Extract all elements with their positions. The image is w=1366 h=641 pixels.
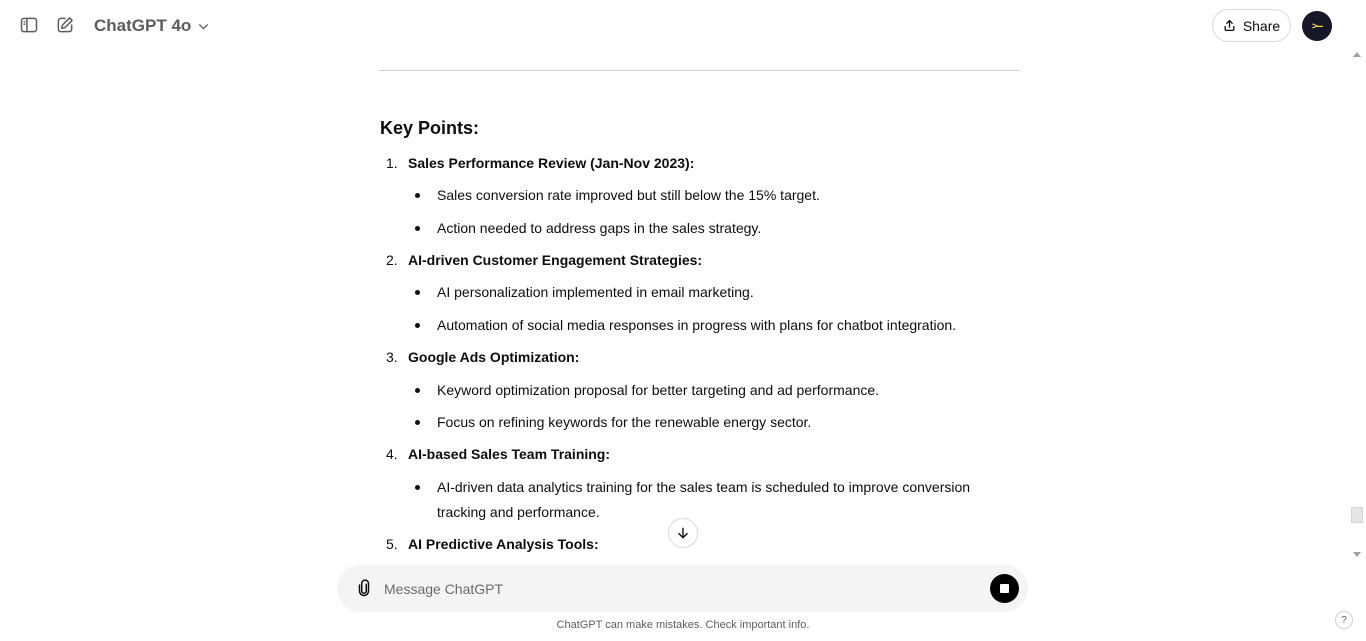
- bullet-item: [414, 183, 994, 208]
- help-label: ?: [1341, 614, 1347, 626]
- bullet-dot: [414, 410, 437, 435]
- top-bar: [0, 0, 1366, 52]
- bullet-dot: [414, 183, 437, 208]
- item-title: Sales Performance Review (Jan-Nov 2023):: [408, 155, 695, 171]
- conversation-area: [0, 52, 1366, 555]
- scroll-up-arrow-icon[interactable]: [1353, 52, 1361, 57]
- list-item: [386, 446, 610, 462]
- avatar-text: >—: [1311, 20, 1323, 32]
- share-button[interactable]: [1212, 9, 1291, 42]
- stop-generating-button[interactable]: [990, 574, 1019, 603]
- scroll-down-arrow-icon[interactable]: [1353, 552, 1361, 557]
- scroll-to-bottom-button[interactable]: [668, 518, 698, 548]
- bullet-text: Automation of social media responses in progress with plans for chatbot integration.: [437, 317, 957, 333]
- model-name: ChatGPT 4o: [94, 16, 192, 35]
- item-title: AI-driven Customer Engagement Strategies:: [408, 252, 703, 268]
- help-button[interactable]: [1335, 611, 1353, 629]
- edit-icon: [55, 15, 75, 35]
- bullet-text: Sales conversion rate improved but still below the 15% target.: [437, 187, 820, 203]
- bullet-text: Action needed to address gaps in the sales strategy.: [437, 220, 762, 236]
- bullet-item: [414, 410, 994, 435]
- share-label: Share: [1242, 17, 1281, 34]
- bullet-item: [414, 280, 994, 305]
- item-title: Google Ads Optimization:: [408, 349, 580, 365]
- stop-icon: [1000, 584, 1009, 593]
- section-divider: [379, 70, 1020, 71]
- scrollbar[interactable]: [1350, 52, 1364, 562]
- bullet-dot: [414, 313, 437, 338]
- list-item: [386, 155, 694, 171]
- sidebar-toggle-button[interactable]: [13, 9, 45, 41]
- item-number: 5.: [386, 536, 398, 552]
- bullet-text: AI personalization implemented in email marketing.: [437, 284, 754, 300]
- bullet-dot: [414, 280, 437, 305]
- list-item: [386, 252, 702, 268]
- arrow-down-icon: [676, 526, 690, 540]
- bullet-dot: [414, 216, 437, 241]
- bullet-text: Focus on refining keywords for the renewable energy sector.: [437, 414, 812, 430]
- bullet-dot: [414, 475, 437, 525]
- message-composer: [337, 565, 1028, 612]
- message-input[interactable]: [384, 575, 974, 602]
- item-number: 1.: [386, 155, 398, 171]
- item-number: 4.: [386, 446, 398, 462]
- list-item: [386, 349, 579, 365]
- bullet-text: AI-driven data analytics training for the sales team is scheduled to improve conversion tracking and performance.: [437, 479, 971, 520]
- list-item: [386, 536, 599, 552]
- disclaimer-text: ChatGPT can make mistakes. Check important info.: [556, 619, 810, 631]
- model-selector[interactable]: [86, 10, 218, 42]
- user-avatar[interactable]: [1302, 11, 1332, 41]
- share-icon: [1223, 19, 1236, 32]
- item-title: AI-based Sales Team Training:: [408, 446, 611, 462]
- paperclip-icon: [355, 579, 373, 597]
- sidebar-icon: [19, 15, 39, 35]
- bullet-item: [414, 378, 994, 403]
- item-title: AI Predictive Analysis Tools:: [408, 536, 599, 552]
- bullet-dot: [414, 378, 437, 403]
- bullet-text: Keyword optimization proposal for better targeting and ad performance.: [437, 382, 880, 398]
- attach-button[interactable]: [353, 577, 375, 599]
- bullet-item: [414, 216, 994, 241]
- bullet-item: [414, 475, 994, 525]
- bullet-item: [414, 313, 994, 338]
- item-number: 3.: [386, 349, 398, 365]
- key-points-heading: Key Points:: [380, 118, 480, 138]
- new-chat-button[interactable]: [49, 9, 81, 41]
- chevron-down-icon: [197, 20, 210, 33]
- item-number: 2.: [386, 252, 398, 268]
- scrollbar-thumb[interactable]: [1351, 507, 1363, 523]
